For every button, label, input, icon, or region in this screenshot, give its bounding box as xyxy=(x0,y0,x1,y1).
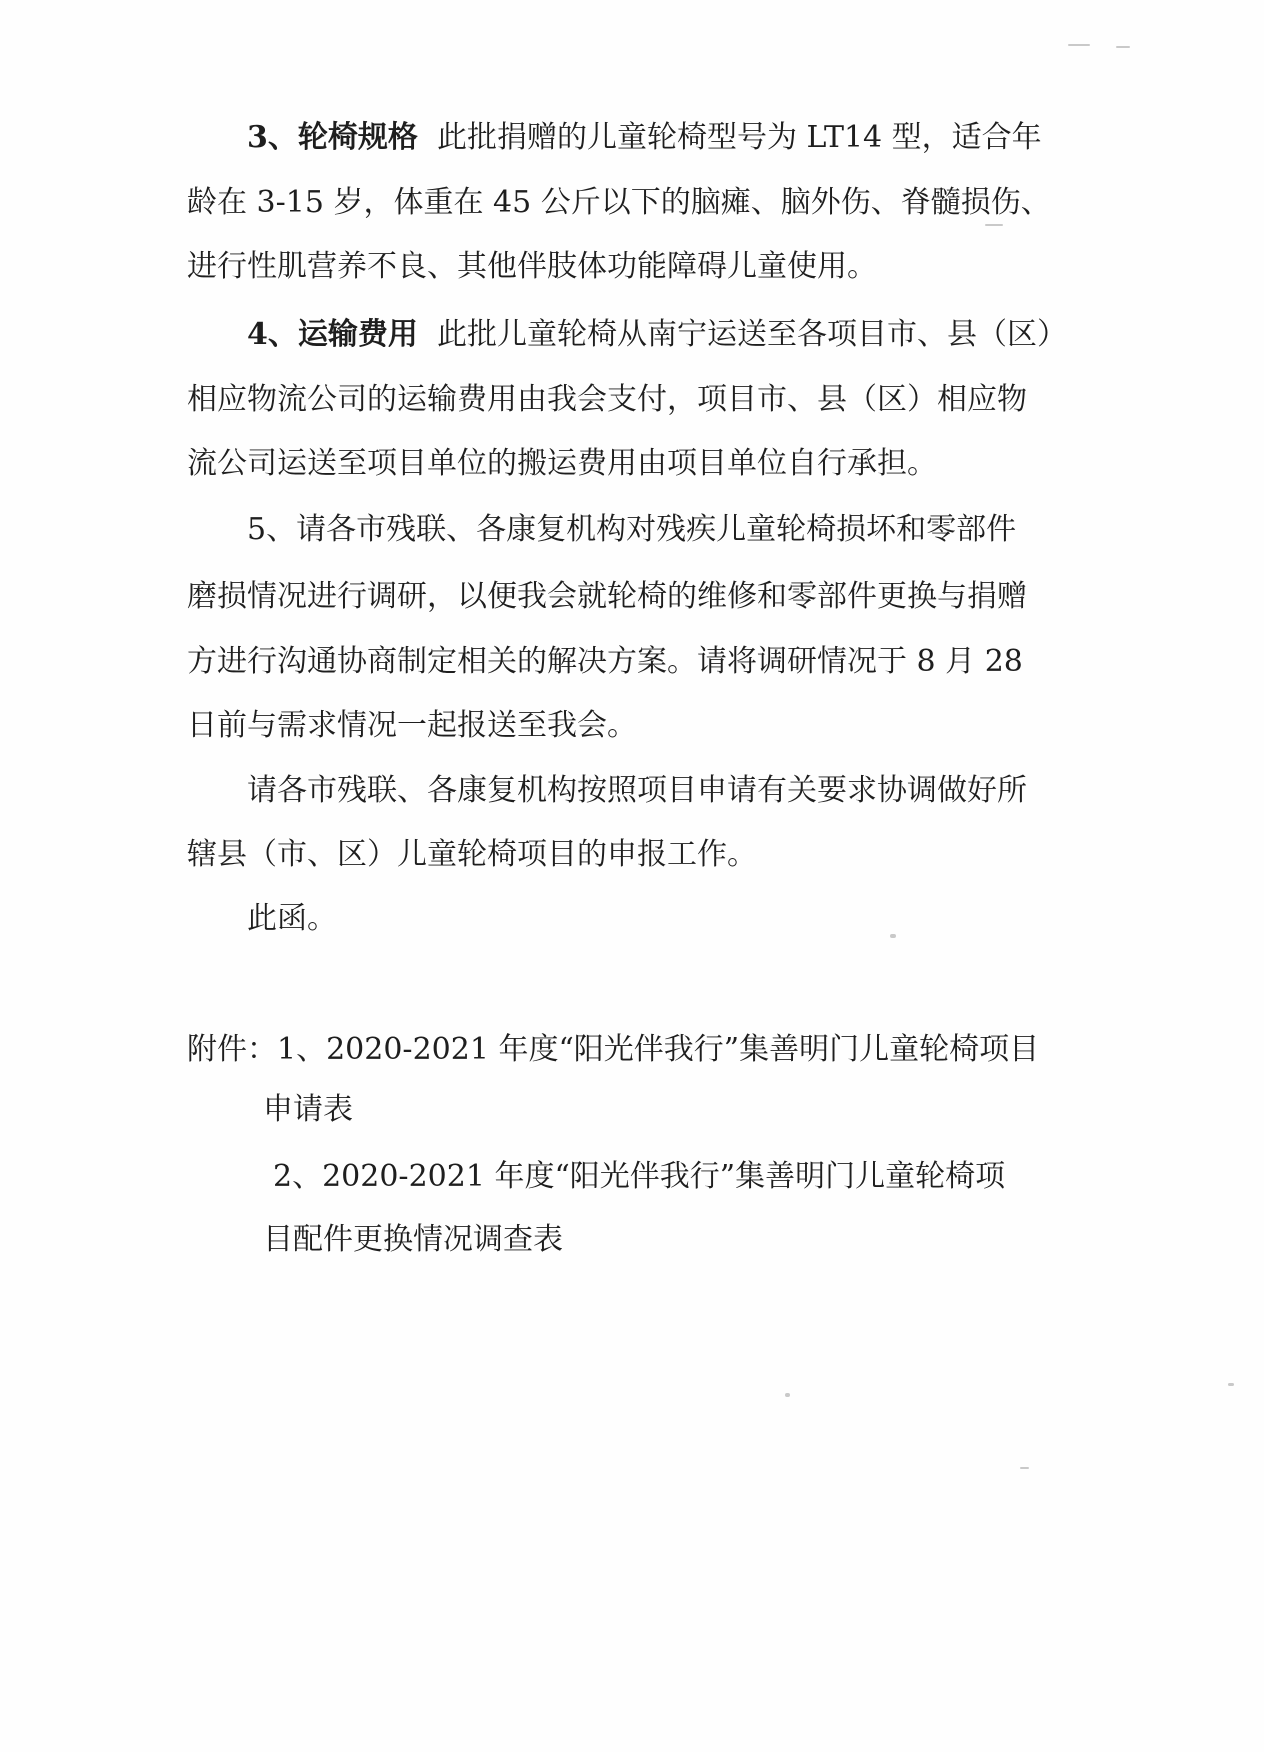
item5-line4: 日前与需求情况一起报送至我会。 xyxy=(187,708,637,743)
attachment-1-text: 1、2020-2021 年度“阳光伴我行”集善明门儿童轮椅项目 xyxy=(277,1032,1040,1067)
scan-speck xyxy=(890,934,896,938)
item4-text-1: 此批儿童轮椅从南宁运送至各项目市、县（区） xyxy=(436,317,1067,352)
scan-speck xyxy=(985,224,1003,226)
attachment-2-line1: 2、2020-2021 年度“阳光伴我行”集善明门儿童轮椅项 xyxy=(273,1159,1006,1194)
scan-speck xyxy=(1020,1467,1029,1469)
item3-label: 3、轮椅规格 xyxy=(247,120,418,155)
item5-line2: 磨损情况进行调研，以便我会就轮椅的维修和零部件更换与捐赠 xyxy=(187,579,1027,614)
item4-line3: 流公司运送至项目单位的搬运费用由项目单位自行承担。 xyxy=(187,446,937,481)
scan-speck xyxy=(785,1393,790,1397)
attachment-1-line2: 申请表 xyxy=(263,1092,353,1127)
item4-line1 xyxy=(247,315,1067,355)
item3-line3: 进行性肌营养不良、其他伴肢体功能障碍儿童使用。 xyxy=(187,249,877,284)
item5-line3: 方进行沟通协商制定相关的解决方案。请将调研情况于 8 月 28 xyxy=(187,644,1023,679)
item3-line1 xyxy=(247,118,1042,158)
attachment-2-line2: 目配件更换情况调查表 xyxy=(263,1222,563,1257)
item3-line2: 龄在 3-15 岁，体重在 45 公斤以下的脑瘫、脑外伤、脊髓损伤、 xyxy=(187,185,1051,220)
closing-line1: 请各市残联、各康复机构按照项目申请有关要求协调做好所 xyxy=(247,773,1027,808)
item5-line1: 5、请各市残联、各康复机构对残疾儿童轮椅损坏和零部件 xyxy=(247,512,1017,547)
scan-speck xyxy=(1068,44,1090,46)
closing-line2: 辖县（市、区）儿童轮椅项目的申报工作。 xyxy=(187,837,757,872)
closing-sign: 此函。 xyxy=(247,901,337,936)
item4-line2: 相应物流公司的运输费用由我会支付，项目市、县（区）相应物 xyxy=(187,382,1027,417)
item3-text-1: 此批捐赠的儿童轮椅型号为 LT14 型，适合年 xyxy=(436,120,1042,155)
scan-speck xyxy=(1116,46,1130,48)
attachments-label: 附件： xyxy=(187,1032,277,1067)
attachment-1-line1 xyxy=(187,1030,1039,1070)
scan-speck xyxy=(1228,1383,1234,1386)
item4-label: 4、运输费用 xyxy=(247,317,418,352)
